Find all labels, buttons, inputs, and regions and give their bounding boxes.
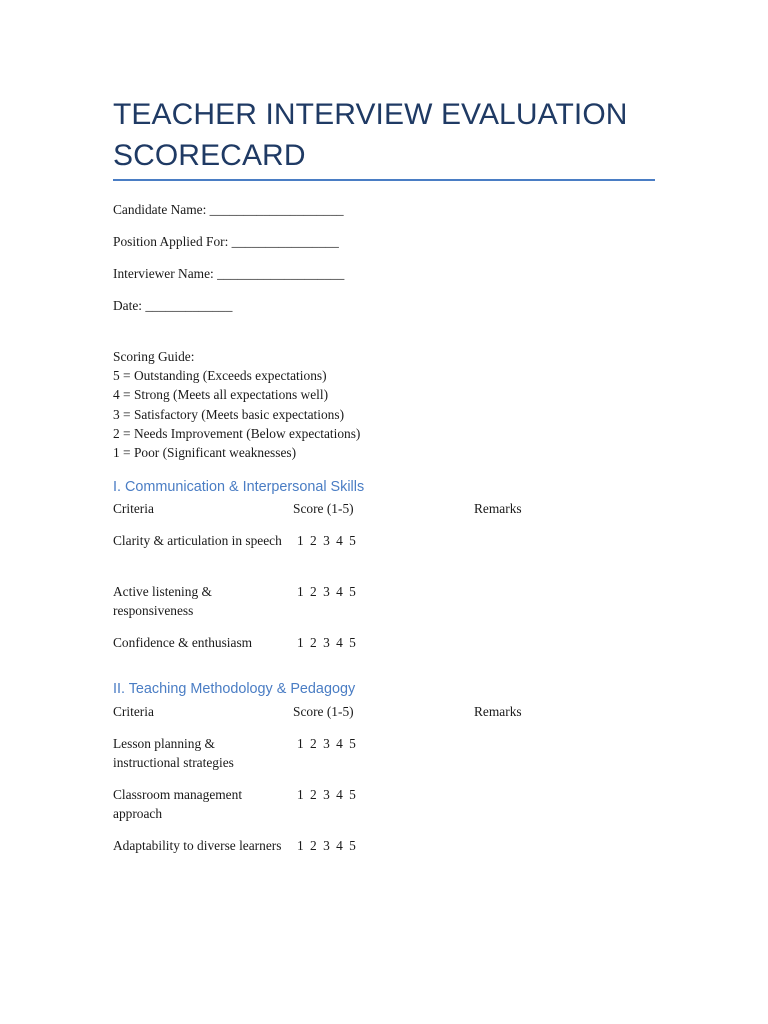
criteria-label: Active listening & responsiveness	[113, 584, 212, 619]
date-field: Date: _____________	[113, 298, 233, 313]
criteria-label: Classroom management approach	[113, 787, 243, 822]
score-options: 1 2 3 4 5	[297, 736, 356, 751]
scoring-guide	[113, 347, 360, 462]
scoring-guide-item: 3 = Satisfactory (Meets basic expectations)	[113, 406, 345, 422]
section-heading: I. Communication & Interpersonal Skills	[113, 479, 365, 495]
column-header-criteria: Criteria	[113, 501, 154, 516]
score-options: 1 2 3 4 5	[297, 838, 356, 853]
column-header-score: Score (1-5)	[293, 501, 354, 516]
scoring-guide-item: 2 = Needs Improvement (Below expectations)	[113, 425, 361, 441]
score-options: 1 2 3 4 5	[297, 787, 356, 802]
column-header-criteria: Criteria	[113, 704, 154, 719]
document-title: TEACHER INTERVIEW EVALUATION SCORECARD	[113, 98, 628, 172]
column-header-score: Score (1-5)	[293, 704, 354, 719]
scoring-guide-item: 4 = Strong (Meets all expectations well)	[113, 387, 329, 403]
criteria-label: Lesson planning & instructional strategies	[113, 736, 234, 771]
column-header-remarks: Remarks	[474, 704, 522, 719]
criteria-label: Confidence & enthusiasm	[113, 635, 253, 650]
position-applied-field: Position Applied For: ________________	[113, 234, 339, 249]
score-options: 1 2 3 4 5	[297, 635, 356, 650]
interviewer-name-field: Interviewer Name: ___________________	[113, 266, 345, 281]
score-options: 1 2 3 4 5	[297, 584, 356, 599]
section-heading: II. Teaching Methodology & Pedagogy	[113, 681, 356, 697]
criteria-label: Adaptability to diverse learners	[113, 838, 282, 853]
candidate-name-field: Candidate Name: ____________________	[113, 202, 344, 217]
criteria-label: Clarity & articulation in speech	[113, 533, 282, 548]
scoring-guide-item: 5 = Outstanding (Exceeds expectations)	[113, 368, 327, 384]
scoring-guide-item: 1 = Poor (Significant weaknesses)	[113, 445, 297, 461]
scoring-guide-heading: Scoring Guide:	[113, 349, 195, 364]
column-header-remarks: Remarks	[474, 501, 522, 516]
score-options: 1 2 3 4 5	[297, 533, 356, 548]
title-divider	[113, 179, 655, 181]
